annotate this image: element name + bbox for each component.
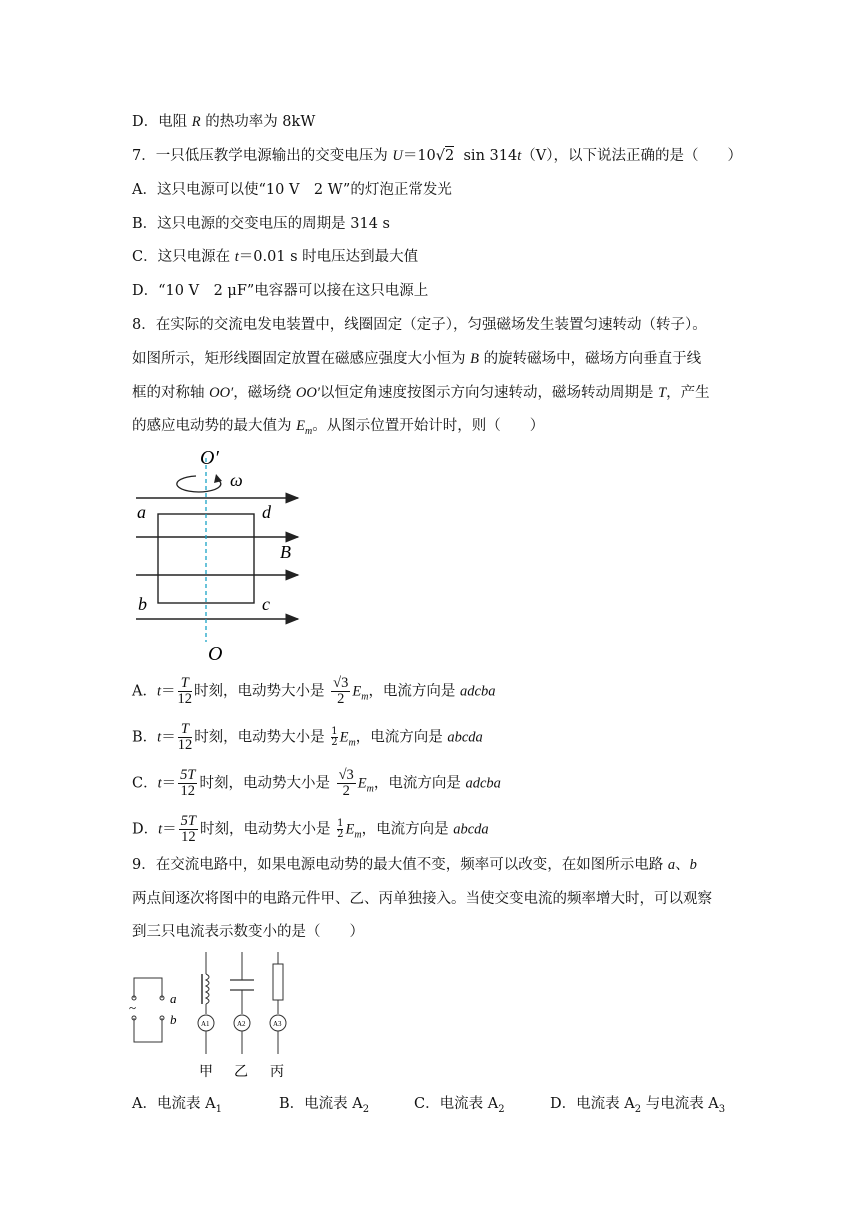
q7-option-d[interactable]: D．“10 V 2 μF”电容器可以接在这只电源上 — [132, 283, 429, 299]
q8-stem-3: 框的对称轴 OO′，磁场绕 OO′以恒定角速度按图示方向匀速转动，磁场转动周期是 T，产生 — [132, 385, 710, 401]
q9-stem-1: 9．在交流电路中，如果电源电动势的最大值不变，频率可以改变，在如图所示电路 a、b — [132, 857, 697, 873]
q8-option-d[interactable]: D．t＝ $\frac{5T}{12}$ 时刻，电动势大小是 $\frac{1}{2} E_m$，电流方向是 abcda — [132, 813, 489, 845]
q6-option-d: D．电阻 R 的热功率为 8kW — [132, 114, 316, 130]
label-jia: 甲 — [199, 1065, 213, 1080]
ac-source-icon: ~ — [129, 1000, 137, 1015]
q7-option-c[interactable]: C．这只电源在 t＝0.01 s 时电压达到最大值 — [132, 249, 419, 265]
label-a: a — [137, 502, 146, 522]
label-c: c — [262, 594, 270, 614]
rotating-field-figure — [128, 448, 318, 666]
label-bing: 丙 — [270, 1065, 284, 1080]
q9-stem-3: 到三只电流表示数变小的是（ ） — [132, 924, 364, 940]
q8-stem-1: 8．在实际的交流电发电装置中，线圈固定（定子），匀强磁场发生装置匀速转动（转子）。 — [132, 317, 707, 333]
label-b: b — [170, 1012, 177, 1027]
q7-option-b[interactable]: B．这只电源的交变电压的周期是 314 s — [132, 216, 390, 232]
q9-stem-2: 两点间逐次将图中的电路元件甲、乙、丙单独接入。当使交变电流的频率增大时，可以观察 — [132, 891, 712, 907]
rotation-arrow-icon — [177, 476, 221, 492]
label-o: O — [208, 643, 223, 665]
q8-option-a[interactable]: A．t＝ $\frac{T}{12}$ 时刻，电动势大小是 $\frac{√3}{2}$ $E_m$，电流方向是 adcba — [132, 675, 496, 707]
q9-option-a[interactable]: A．电流表 $A_1$ — [132, 1096, 222, 1115]
label-o-prime: O′ — [200, 448, 219, 469]
resistor-branch — [270, 952, 286, 1080]
circuit-figure — [126, 950, 306, 1082]
label-omega: ω — [230, 470, 243, 490]
q9-option-c[interactable]: C．电流表 $A_2$ — [414, 1096, 505, 1115]
svg-text:A3: A3 — [273, 1020, 282, 1028]
svg-text:A2: A2 — [237, 1020, 246, 1028]
label-d: d — [262, 502, 271, 522]
q8-stem-2: 如图所示，矩形线圈固定放置在磁感应强度大小恒为 B 的旋转磁场中，磁场方向垂直于线 — [132, 351, 702, 367]
label-b: b — [138, 594, 147, 614]
q7-option-a[interactable]: A．这只电源可以使“10 V 2 W”的灯泡正常发光 — [132, 182, 452, 198]
label-yi: 乙 — [234, 1065, 248, 1080]
svg-text:A1: A1 — [201, 1020, 210, 1028]
label-a: a — [170, 991, 177, 1006]
q7-stem: 7．一只低压教学电源输出的交变电压为 U＝10√2 sin 314t（V），以下说法正确的是（ ） — [132, 148, 742, 164]
q9-option-b[interactable]: B．电流表 $A_2$ — [279, 1096, 370, 1115]
q8-stem-4: 的感应电动势的最大值为 $E_m$。从图示位置开始计时，则（ ） — [132, 418, 545, 437]
inductor-branch — [198, 952, 214, 1080]
q8-option-b[interactable]: B．t＝ $\frac{T}{12}$ 时刻，电动势大小是 $\frac{1}{2} E_m$，电流方向是 abcda — [132, 721, 483, 753]
label-B: B — [280, 542, 291, 562]
capacitor-branch — [230, 952, 254, 1080]
q9-option-d[interactable]: D．电流表 $A_2$ 与电流表 $A_3$ — [550, 1096, 726, 1115]
q8-option-c[interactable]: C．t＝ $\frac{5T}{12}$ 时刻，电动势大小是 $\frac{√3}{2}$ $E_m$，电流方向是 adcba — [132, 767, 501, 799]
